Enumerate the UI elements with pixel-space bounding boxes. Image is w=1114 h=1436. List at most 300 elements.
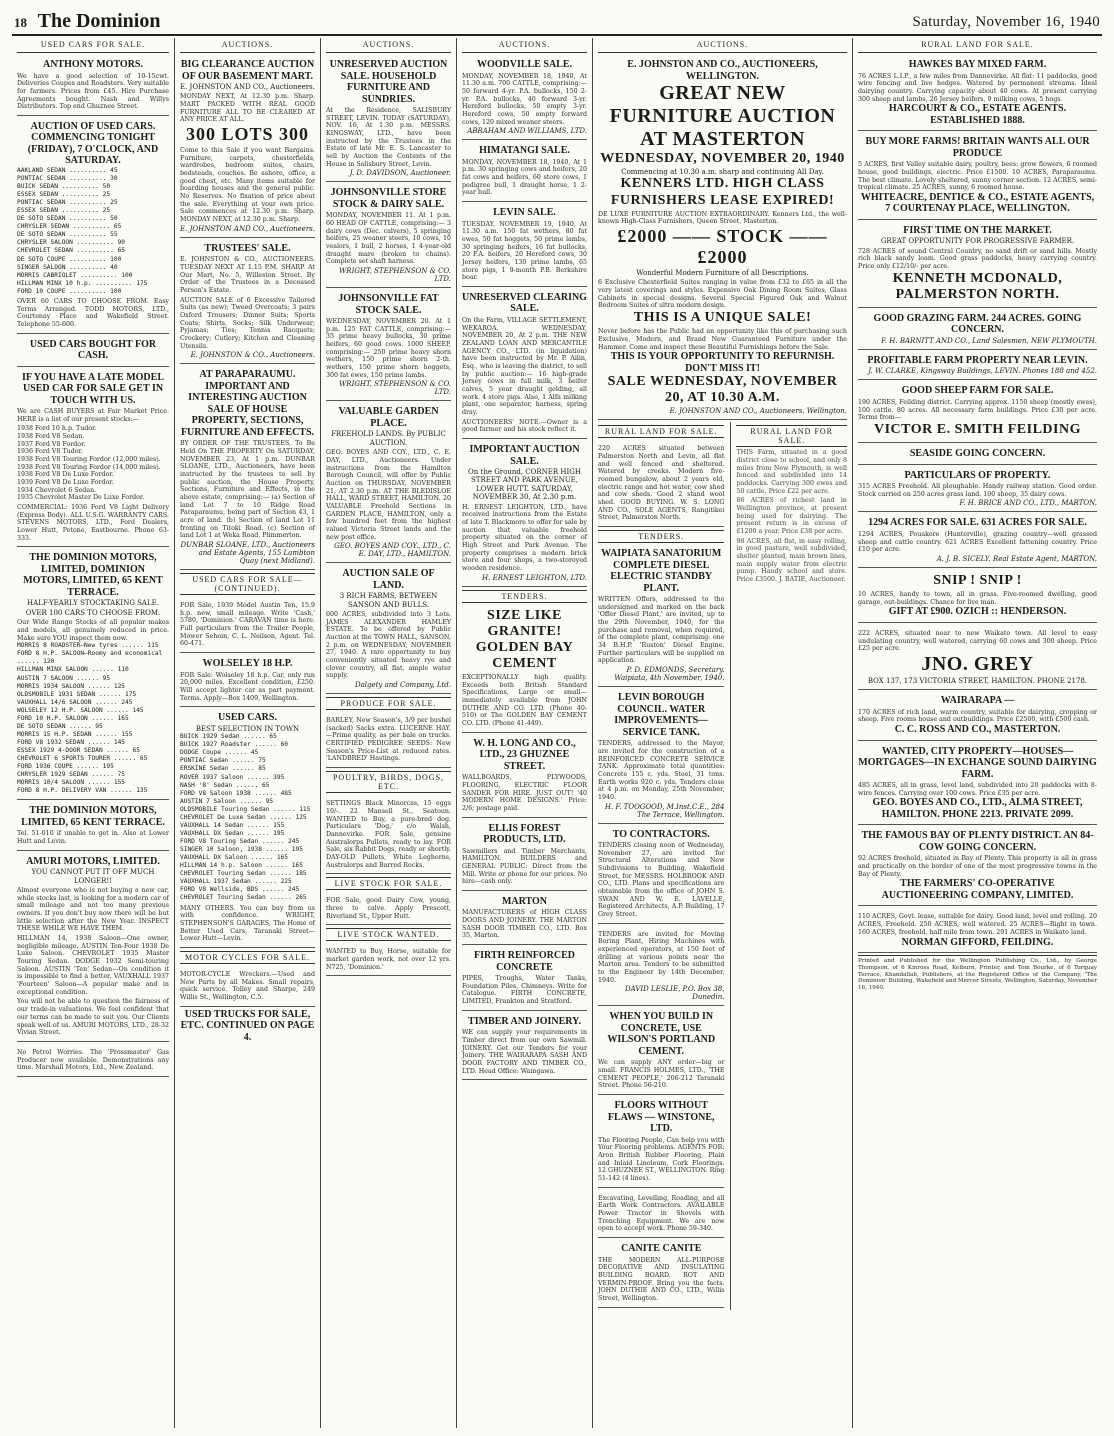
ad-body: The Flooring People, Can help you with Your Flooring problems. AGENTS FOR: Aron British Rubber Flooring, Plain and Inlaid Linoleum, Cork Floorings. 12 GHUZNEE ST., WELLINGTON. Ring 51-142 (4 lines). <box>598 1136 725 1182</box>
left-subcolumn <box>598 422 724 1309</box>
ad-title: TRUSTEES' SALE. <box>204 242 291 254</box>
ad-title: LEVIN BOROUGH COUNCIL. WATER IMPROVEMENTS— SERVICE TANK. <box>614 692 709 738</box>
ad-used-cars-continued <box>180 597 315 653</box>
lots-count: 300 LOTS 300 <box>185 124 310 145</box>
section-label: RURAL LAND FOR SALE. <box>598 425 724 438</box>
ad-golden-bay-cement <box>462 605 587 733</box>
ad-agent: JNO. GREY <box>921 652 1034 675</box>
ad-buy-more-farms <box>858 133 1097 220</box>
ad-title: SNIP ! SNIP ! <box>933 572 1022 588</box>
ad-title: SEASIDE GOING CONCERN. <box>909 448 1046 460</box>
listing-row: SINGER SALOON .......... 40 <box>17 263 118 271</box>
ad-title: BUY MORE FARMS! BRITAIN WANTS ALL OUR PRODUCE <box>865 136 1090 159</box>
ad-subtitle: HALF-YEARLY STOCKTAKING SALE. <box>27 599 159 608</box>
ad-footer: Dalgety and Company, Ltd. <box>354 681 451 690</box>
car-listing <box>180 733 315 902</box>
ad-body: 222 ACRES, situated near to new Waikato town. All level to easy undulating country, well watered, carrying 60 cows and 300 sheep. Price £25 per acre. <box>858 629 1097 653</box>
ad-title: MARTON <box>501 895 548 907</box>
ad-title: THE DOMINION MOTORS, LIMITED, DOMINION MOTORS, LIMITED, 65 KENT TERRACE. <box>23 552 163 598</box>
ad-body: 485 ACRES, all in grass, level land, subdivided into 20 paddocks with 8-wire fences. Carrying over 100 cows. Price £35 per acre. <box>858 782 1097 797</box>
ad-body-3: Never before has the Public had an opportunity like this of purchasing such Exclusive, Modern, and Brand New Guaranteed Furniture under the Hammer. Come and inspect these Beautiful Furnishings before the Sale. <box>598 328 847 351</box>
ad-body: WEDNESDAY, NOVEMBER 20. At 1 p.m. 125 FAT CATTLE, comprising:— 35 prime heavy bullocks, 30 prime heifers, 60 good cows. 1000 SHEEP, comprising:— 250 prime heavy shorn wethers, 150 prime shorn 2-th. wethers, 150 prime shorn hoggets, 300 fat ewes, 150 prime lambs. <box>326 318 451 379</box>
ad-trustees-sale <box>180 240 315 365</box>
ad-title: JOHNSONVILLE FAT STOCK SALE. <box>338 293 439 316</box>
ad-footer: ABRAHAM AND WILLIAMS, LTD. <box>467 127 587 136</box>
ad-contractors <box>598 826 724 924</box>
paper-name: The Dominion <box>37 10 161 32</box>
ad-footer: E. JOHNSTON AND CO., Auctioneers, Wellington. <box>669 407 847 416</box>
ad-body: 190 ACRES, Feilding district. Carrying approx. 1150 sheep (mostly ewes), 100 cattle. 80 acres. All necessary farm buildings. Price £30 per acre. Terms from— <box>858 398 1097 422</box>
ad-title: BIG CLEARANCE AUCTION OF OUR BASEMENT MART. <box>180 59 315 82</box>
listing-row: MORRIS 10/4 SALOON ...... 155 <box>17 779 126 787</box>
ad-subtitle: FREEHOLD LANDS. By PUBLIC AUCTION. <box>331 430 446 447</box>
ad-body: 1294 ACRES, Pouakere (Hunterville), grazing country—well grassed sheep and cattle country. 621 ACRES Excellent fattening country. Price £10 per acre. <box>858 530 1097 554</box>
ad-jno-grey <box>858 625 1097 690</box>
ad-title: IMPORTANT AUCTION SALE. <box>469 444 580 467</box>
listing-row: VAUXHALL 14/6 SALOON ...... 245 <box>17 698 133 706</box>
ad-live-stock-wanted <box>326 943 451 976</box>
ad-motorcycles <box>180 966 315 1007</box>
ad-body: MANUFACTURERS of HIGH CLASS DOORS AND JOINERY. THE MARTON SASH DOOR TIMBER CO., LTD. Box 35, Marton. <box>462 909 587 940</box>
listing-row: 1936 Ford V8 Tudor. <box>17 448 83 456</box>
listing-row: BUICK 1927 Roadster ...... 60 <box>180 741 289 749</box>
ad-title: IF YOU HAVE A LATE MODEL USED CAR FOR SALE GET IN TOUCH WITH US. <box>22 371 164 406</box>
column-heading: AUCTIONS. <box>326 38 451 53</box>
column-heading: AUCTIONS. <box>180 38 315 53</box>
listing-row: HILLMAN 14 h.p. Saloon ...... 165 <box>180 862 303 870</box>
ad-seaside <box>858 445 1097 465</box>
ad-body: On the Farm, VILLAGE SETTLEMENT, WEKAROA. WEDNESDAY, NOVEMBER 20, At 2 p.m. THE NEW ZEALAND LOAN AND MERCANTILE AGENCY CO., LTD. (in liquidation) have been instructed by Mr. P. Ailin, Esq., who is leaving the district, to sell by public auction:— 16 high-grade Jersey cows in full milk, 3 heifer calves, 5 year draught gelding, all work. 4 store pigs. Also, 1 Alfa milking plant, one separator, harness, spring dray. <box>462 316 587 416</box>
ad-body: MONDAY, NOVEMBER 18, 1940, At 11.30 a.m. 700 CATTLE, comprising:— 50 forward 4-yr. P.A. bullocks, 150 2-yr. P.A. bullocks, 40 forward 3-yr. Hereford bullocks, 50 empty 3-yr. Hereford cows, 50 empty forward cows, 120 mixed weaner steers. <box>462 72 587 126</box>
listing-row: 1939 Ford V8 De Luxe Fordor. <box>17 479 114 487</box>
ad-title: HAWKES BAY MIXED FARM. <box>908 59 1047 70</box>
ad-title: ANTHONY MOTORS. <box>42 59 143 70</box>
listing-row: MORRIS 1934 SALOON ...... 125 <box>17 682 126 690</box>
car-list <box>17 425 169 502</box>
ad-footer: J. D. DAVIDSON, Auctioneer. <box>349 169 451 178</box>
listing-row: VAUXHALL 14 Sedan ...... 155 <box>180 821 285 829</box>
ad-ellis-forest <box>462 820 587 891</box>
listing-row: CHEVROLET Touring Sedan ...... 185 <box>180 870 307 878</box>
listing-row: ESSEX SEDAN .......... 25 <box>17 191 111 199</box>
ad-woodville <box>462 56 587 140</box>
ad-body: H. ERNEST LEIGHTON, LTD., have received instructions from the Estate of late T. Blackmore to offer for sale by auction that valuable freehold property situated on the corner of High Street and Park Avenue. The property comprises a modern brick store and four shops, a two-storeyed wooden residence. <box>462 503 587 572</box>
column-heading: USED CARS FOR SALE. <box>17 38 169 53</box>
ad-subtitle: BEST SELECTION IN TOWN <box>195 724 300 733</box>
column-2 <box>174 38 320 1428</box>
listing-row: PONTIAC Sedan ...... 75 <box>180 757 266 765</box>
ad-clearing-sale <box>462 289 587 439</box>
ad-body: E. JOHNSTON & CO., AUCTIONEERS. TUESDAY NEXT AT 1.15 P.M. SHARP. At Our Mart, No. 5, Willeston Street. By Order of the Trustees in a Deceased Person's Estate. <box>180 256 315 294</box>
columns <box>12 38 1102 1428</box>
ad-hawkes-bay <box>858 56 1097 131</box>
ad-title: WOLSELEY 18 H.P. <box>202 658 293 670</box>
section-label: LIVE STOCK FOR SALE. <box>326 877 451 890</box>
ad-title: THE FAMOUS BAY OF PLENTY DISTRICT. AN 84-COW GOING CONCERN. <box>861 830 1094 853</box>
stock-subtitle: Wonderful Modern Furniture of all Descriptions. <box>636 269 809 278</box>
ad-body: THIS Farm, situated in a good district close to school, and only 8 miles from New Plymouth, is well fenced and subdivided into 14 paddocks. Carrying 300 ewes and 50 cattle. Price £22 per acre. <box>736 449 847 495</box>
ad-title: AMURI MOTORS, LIMITED. <box>26 855 160 867</box>
ad-title: AT PARAPARAUMU. IMPORTANT AND INTERESTING AUCTION SALE OF HOUSE PROPERTY, SECTIONS, FURNITURE AND EFFECTS. <box>180 369 315 438</box>
masthead <box>12 8 1102 36</box>
listing-row: NASH '8' Sedan ...... 65 <box>180 781 270 789</box>
ad-title: FLOORS WITHOUT FLAWS — WINSTONE, LTD. <box>607 1100 715 1135</box>
ad-body: DE LUXE FURNITURE AUCTION EXTRAORDINARY. Kenners Ltd., the well-known High-Class Furnishers, Queen Street, Masterton. <box>598 210 847 226</box>
ad-footer: A. J. B. SICELY, Real Estate Agent, MARTON. <box>936 554 1097 563</box>
ad-1294-acres <box>858 514 1097 568</box>
ad-body: 86 ACRES of richest land in Wellington province, at present being used for dairying. The present return is in excess of £1200 a year. Price £38 per acre. <box>736 497 847 536</box>
ad-title: FIRTH REINFORCED CONCRETE <box>473 950 576 973</box>
masthead-left <box>14 10 160 33</box>
newspaper-page <box>12 8 1102 1428</box>
ad-body: GEO. BOYES AND COY., LTD., C. E. DAY, LTD., Auctioneers. Under instructions from the Hamilton Borough Council, will offer by Public Auction on THURSDAY, NOVEMBER 21, AT 2.30 p.m. AT THE BLEDISLOE HALL, WARD STREET, HAMILTON. 20 VALUABLE Freehold Sections in GARDEN PLACE, HAMILTON, only a few hundred feet from the highest valued Victoria Street lands and the new post office. <box>326 449 451 541</box>
listing-row: 1938 Ford V8 Touring Fordor (14,000 miles). <box>17 463 161 471</box>
ad-subtitle: GREAT OPPORTUNITY FOR PROGRESSIVE FARMER. <box>880 237 1075 246</box>
ad-body: 220 ACRES situated between Palmerston North and Levin, all flat and well fenced and sheltered. Watered by creeks. Modern five-roomed bungalow, about 2 years old, electric range and hot water, cow shed and cow sheds. Good 2 stand wool shed. GOOD BUYING. W. S. LONG AND CO., SOLE AGENTS, Rangitikei Street, Palmerston North. <box>598 445 725 522</box>
ad-body: WRITTEN Offers, addressed to the undersigned and marked on the back 'Offer Diesel Plant,' are invited, up to the 29th November, 1940, for the purchase and removal, when required, of the complete plant, comprising: one 34 B.H.P. 'Ruston' Diesel Engine. Further particulars will be supplied on application. <box>598 596 725 665</box>
column-5 <box>592 38 852 1428</box>
ad-title: USED CARS. <box>218 712 277 724</box>
listing-row: 1938 Ford 10 h.p. Tudor. <box>17 425 97 433</box>
ad-city-property <box>858 743 1097 826</box>
listing-row: 1934 Chevrolet 6 Sedan. <box>17 486 97 494</box>
ad-kenners: KENNERS LTD. HIGH CLASS FURNISHERS LEASE EXPIRED! <box>610 176 835 208</box>
ad-body: PIPES, Troughs, Water Tanks, Foundation Piles, Chimneys. Write for Catalogue. FIRTH CONCRETE, LIMITED, Frankton and Stratford. <box>462 975 587 1006</box>
listing-row: CHEVROLET De Luxe Sedan ...... 125 <box>180 813 307 821</box>
ad-address: BOX 137, 173 VICTORIA STREET, HAMILTON. PHONE 2178. <box>867 676 1088 685</box>
ad-body: THE MODERN ALL-PURPOSE DECORATIVE AND INSULATING BUILDING BOARD. ROT AND VERMIN-PROOF. Bring you the facts. JOHN DUTHIE AND CO., LTD., Willis Street, Wellington. <box>598 1256 725 1302</box>
ad-body: FOR Sale, good Dairy Cow, young, three to calve. Apply Prescott, Riverland St., Upper Hutt. <box>326 897 451 920</box>
ad-footer: AUCTIONEERS' NOTE.—Owner is a good farmer and his stock reflect it. <box>462 418 587 434</box>
listing-row: FORD 10 H.P. SALOON ...... 165 <box>17 714 129 722</box>
ad-body: FOR Sale: Wolseley 18 h.p. Car, only run 20,000 miles. Excellent condition, £250. Will accept lighter car as part payment. Terms. Apply—Box 1409, Wellington. <box>180 671 315 702</box>
listing-row: CHEVROLET 6 SPORTS TOURER ...... 65 <box>17 755 148 763</box>
ad-title: PROFITABLE FARM PROPERTY NEAR LEVIN. <box>867 354 1088 366</box>
ad-body: EXCEPTIONALLY high quality. Exceeds both British Standard Specifications, Large or small—immediately available from JOHN DUTHIE AND CO. LTD. (Phone 40-510) or The GOLDEN BAY CEMENT CO. LTD. (Phone 41-449). <box>462 674 587 728</box>
ad-title: UNRESERVED CLEARING SALE. <box>462 291 587 315</box>
ad-title: SIZE LIKE GRANITE! GOLDEN BAY CEMENT <box>475 607 574 671</box>
ad-footer: OVER 60 CARS TO CHOOSE FROM. Easy Terms Arranged. TODD MOTORS, LTD., Courtenay Place and Wakefield Street. Telephone 55-600. <box>17 297 169 328</box>
issue-date: Saturday, November 16, 1940 <box>912 14 1100 30</box>
ad-title: 1294 ACRES FOR SALE. 631 ACRES FOR SALE. <box>868 517 1087 529</box>
ad-good-sheep-farm <box>858 382 1097 443</box>
ad-footer: VICTOR E. SMITH FEILDING <box>873 421 1081 437</box>
section-label: TENDERS. <box>462 590 587 603</box>
ad-footer: F. H. BARNITT AND CO., Land Salesmen, NEW PLYMOUTH. <box>881 336 1097 345</box>
ad-footer: DUNBAR SLOANE, LTD., Auctioneers and Estate Agents, 155 Lambton Quay (next Midland). <box>180 541 315 566</box>
ad-title: LEVIN SALE. <box>493 207 556 219</box>
ad-amuri-motors <box>17 853 169 1042</box>
ad-footer: HARCOURT & CO., ESTATE AGENTS. ESTABLISHED 1888. <box>888 103 1067 126</box>
ad-boring-plant <box>598 926 724 1007</box>
ad-body: We have a good selection of 10-15cwt. Deliveries Coupes and Roadsters. Very suitable for farmers. Prices from £45. Hire Purchase Agreements bought. Nash and Willys Distributors. Top end Ghuznee Street. <box>17 72 169 111</box>
ad-gas-producer <box>17 1044 169 1077</box>
ad-anthony-motors <box>17 56 169 116</box>
ad-johnsonville-store <box>326 184 451 288</box>
ad-title: USED CARS BOUGHT FOR CASH. <box>29 338 157 362</box>
ad-timber-joinery <box>462 1013 587 1081</box>
ad-body: No Petrol Worries. The 'Prossmaster' Gas Producer now available. Demonstrations any time. Marshall Motors, Ltd., New Zealand. <box>17 1048 169 1072</box>
column-3 <box>320 38 456 1428</box>
column-heading: RURAL LAND FOR SALE. <box>858 38 1097 53</box>
ad-body: 728 ACRES of sound Central Country, no sand drift or sand hills. Mostly rich black sandy loam. Good grass paddocks, heavy carrying country. Price only £12/10/- per acre. <box>858 247 1097 271</box>
ad-footer: E. JOHNSTON & CO., Auctioneers. <box>190 351 315 360</box>
ad-title: JOHNSONVILLE STORE STOCK & DAIRY SALE. <box>330 187 447 210</box>
ad-sale-date: SALE WEDNESDAY, NOVEMBER 20, AT 10.30 A.M. <box>607 374 838 406</box>
column-heading: AUCTIONS. <box>462 38 587 53</box>
ad-norman-gifford <box>858 908 1097 953</box>
ad-title: TO CONTRACTORS. <box>612 828 710 840</box>
listing-row: SINGER 10 Saloon, 1938 ...... 195 <box>180 846 303 854</box>
ad-body: 10 ACRES, handy to town, all in grass. Five-roomed dwelling, good garage, out-buildings. Chance for live man. <box>858 591 1097 606</box>
ad-title: WHEN YOU BUILD IN CONCRETE, USE WILSON'S PORTLAND CEMENT. <box>607 1011 716 1057</box>
listing-row: OLDSMOBILE 1931 SEDAN ...... 175 <box>17 690 137 698</box>
ad-footer: NORMAN GIFFORD, FEILDING. <box>901 936 1054 948</box>
ad-levin-borough <box>598 689 724 823</box>
ad-snip <box>858 570 1097 623</box>
car-listing <box>17 167 169 296</box>
continued-note: USED TRUCKS FOR SALE, ETC. CONTINUED ON PAGE 4. <box>180 1008 315 1043</box>
ad-body: 5 ACRES, first Valley suitable dairy, poultry, bees: grow flowers, 6 roomed house, good buildings, electric. Price £1500. 10 ACRES, Paraparaumu. The best climate. Lovely sheltered, sunny corner section. 12 ACRES, semi-tropical climate. 25 ACRES, sunny, 6 roomed house. <box>858 161 1097 192</box>
section-label: LIVE STOCK WANTED. <box>326 928 451 941</box>
ad-unique: THIS IS A UNIQUE SALE! <box>633 310 812 326</box>
listing-row: CHRYSLER SEDAN .......... 65 <box>17 223 122 231</box>
listing-row: 1938 Ford V8 Sedan. <box>17 433 85 441</box>
ad-title: VALUABLE GARDEN PLACE. <box>338 406 439 429</box>
section-label: POULTRY, BIRDS, DOGS, ETC. <box>326 771 451 793</box>
ad-footer: WHITEACRE, DENTICE & CO., ESTATE AGENTS, 7 COURTENAY PLACE, WELLINGTON. <box>860 191 1095 215</box>
ad-profitable-farm <box>858 352 1097 381</box>
ad-list: HILLMAN 14, 1938 Saloon—One owner, negligible mileage. AUSTIN Ten-Four 1938 De Luxe Saloon. CHEVROLET 1935 Master Touring Sedan. DODGE 1932 Semi-touring Saloon. AUSTIN 'Ten' Sedan—On condition it is impossible to find a better. VAUXHALL 1937 'Fourteen' Saloon—A popular make and in exceptional condition. <box>17 935 169 996</box>
ad-footer: COMMERCIAL: 1936 Ford V8 Light Delivery (Express Body). ALL U.S.G. WARRANTY CARS. STEVENS MOTORS, LTD., Ford Dealers, Lower Hutt, Petone, Eastbourne. Phone 63-333. <box>17 504 169 542</box>
ad-body: 315 ACRES Freehold. All ploughable. Handy railway station. Good order. Stock carried on 250 acres grass land. 100 sheep, 35 dairy cows. <box>858 483 1097 498</box>
ad-footer: THE FARMERS' CO-OPERATIVE AUCTIONEERING COMPANY, LIMITED. <box>881 878 1074 901</box>
listing-row: CHEVROLET Touring Sedan ...... 265 <box>180 894 307 902</box>
ad-subtitle: E. JOHNSTON AND CO., Auctioneers. <box>180 83 315 91</box>
ad-clearance-auction <box>180 56 315 238</box>
ad-footer: WRIGHT, STEPHENSON & CO. LTD. <box>339 380 451 397</box>
listing-row: PONTIAC SEDAN .......... 25 <box>17 199 118 207</box>
ad-title: UNRESERVED AUCTION SALE. HOUSEHOLD FURNITURE AND SUNDRIES. <box>329 59 448 105</box>
ad-refurnish: THIS IS YOUR OPPORTUNITY TO REFURNISH. DON'T MISS IT! <box>610 351 835 374</box>
ad-body: WANTED to Buy, Horse, suitable for market garden work, not over 12 yrs. N725, 'Dominion.' <box>326 948 451 971</box>
ad-footer: DAVID LESLIE, P.O. Box 38, Dunedin. <box>625 985 725 1002</box>
ad-footer: You will not be able to question the fairness of our trade-in valuations. We feel confident that our terms can be made to suit you. Our Clients speak well of us. AMURI MOTORS, LTD., 28-32 Vivian Street. <box>17 998 169 1037</box>
ad-footer: H. ERNEST LEIGHTON, LTD. <box>482 573 587 582</box>
listing-row: DE SOTO SEDAN .......... 55 <box>17 231 118 239</box>
ad-excavating <box>598 1190 724 1238</box>
ad-footer: MANY OTHERS. You can buy from us with confidence. WRIGHT, STEPHENSON'S GARAGES, The Home of Better Used Cars, Taranaki Street—Lower Hutt—Levin. <box>180 904 315 943</box>
listing-row: 1935 Chevrolet Master De Luxe Fordor. <box>17 494 145 502</box>
ad-land-sale <box>326 565 451 694</box>
ad-title: WAIPIATA SANATORIUM COMPLETE DIESEL ELECTRIC STANDBY PLANT. <box>601 548 722 594</box>
listing-row: OLDSMOBILE Touring Sedan ...... 115 <box>180 805 311 813</box>
column-1 <box>12 38 174 1428</box>
ad-wairarapa <box>858 692 1097 740</box>
ad-johnsonville-fat-stock <box>326 290 451 401</box>
ad-dominion-motors <box>17 549 169 800</box>
stock-value: £2000 —— STOCK —— £2000 <box>617 226 828 268</box>
listing-row: DE SOTO COUPE .......... 100 <box>17 255 122 263</box>
ad-body: WALLBOARDS, PLYWOODS, FLOORING, ELECTRIC FLOOR SANDER FOR HIRE. JUST OUT! '40 MODERN HOME DESIGNS.' Price: 2/6; postage paid. <box>462 774 587 812</box>
ad-body: 92 ACRES freehold, situated in Bay of Plenty. This property is all in grass and practically on the border of one of the most progressive towns in the Bay of Plenty. <box>858 855 1097 878</box>
ad-body: 170 ACRES of rich land, warm country, suitable for dairying, cropping or sheep. Five rooms house and outbuildings. Price £2500, with £500 cash. <box>858 708 1097 724</box>
ad-canite <box>598 1240 724 1308</box>
listing-row: DE SOTO SEDAN ...... 95 <box>17 722 103 730</box>
ad-date: WEDNESDAY, NOVEMBER 20, 1940 <box>600 151 845 166</box>
ad-title: W. H. LONG AND CO., LTD., 23 GHUZNEE STREET. <box>473 737 576 772</box>
ad-body: 76 ACRES L.I.P., a few miles from Dannevirke. All flat: 11 paddocks, good wire fencing and live hedges. Watered by permanent streams. Ideal dairying country. Carrying capacity about 40 cows. At present carrying 300 sheep and lambs, 26 Jersey heifers, 9 milking cows, 5 hogs. <box>858 72 1097 103</box>
ad-body: At the Residence, SALISBURY STREET, LEVIN. TODAY (SATURDAY), NOV. 16, At 1.30 p.m. MESSRS. KINGSWAY, LTD., have been instructed by the Trustees in the Estate of late Mr. E. S. Lancaster to sell by Auction the Contents of the House in Salisbury Street, Levin. <box>326 107 451 168</box>
listing-row: BUICK SEDAN .......... 50 <box>17 182 111 190</box>
listing-row: CHEVROLET SEDAN .......... 65 <box>17 247 126 255</box>
section-label: PRODUCE FOR SALE. <box>326 697 451 710</box>
ad-produce <box>326 712 451 768</box>
listing-row: AUSTIN 7 SALOON ...... 95 <box>17 674 111 682</box>
ad-body: TUESDAY, NOVEMBER 19, 1940, At 11.30 a.m. 150 fat wethers, 80 fat ewes, 50 fat hoggets, 50 prime lambs, 30 springing heifers, 16 fat bullocks, 20 F.A. heifers, 20 Hereford cows, 30 Jersey heifers, 130 prime lambs, 65 store pigs, 1 9-month P.B. Berkshire boar. <box>462 220 587 282</box>
ad-title: E. JOHNSTON AND CO., AUCTIONEERS, WELLINGTON. <box>627 59 818 82</box>
ad-body: We are CASH BUYERS at Fair Market Price. HERE is a list of our present stocks:— <box>17 408 169 423</box>
column-6 <box>852 38 1102 1428</box>
ad-footer: H. F. TOOGOOD, M.Inst.C.E., 284 The Terrace, Wellington. <box>604 802 725 819</box>
ad-levin-furniture <box>326 56 451 182</box>
ad-title: THE DOMINION MOTORS, LIMITED, 65 KENT TERRACE. <box>21 805 165 828</box>
ad-cash-buyers <box>17 336 169 367</box>
listing-row: FORD 8 H.P. DELIVERY VAN ...... 135 <box>17 787 148 795</box>
ad-live-stock <box>326 892 451 925</box>
listing-row: DODGE Coupe ...... 45 <box>180 749 259 757</box>
ad-dominion-motors-2 <box>17 802 169 850</box>
listing-row: ESSEX 1929 4-DOOR SEDAN ...... 65 <box>17 747 140 755</box>
listing-row: AUSTIN 7 Saloon ...... 95 <box>180 797 274 805</box>
ad-title: AUCTION SALE OF LAND. <box>342 568 435 591</box>
ad-footer: GEO. BOYES AND CO., LTD., ALMA STREET, HAMILTON. PHONE 2213. PRIVATE 2099. <box>872 797 1083 820</box>
ad-subtitle: YOU CANNOT PUT IT OFF MUCH LONGER!! <box>31 868 155 885</box>
section-label: USED CARS FOR SALE—(CONTINUED). <box>180 573 315 595</box>
ad-waipiata <box>598 545 724 687</box>
ad-title: CANITE CANITE <box>621 1243 702 1255</box>
right-subcolumn <box>730 422 847 1309</box>
ad-title: WANTED, CITY PROPERTY—HOUSES—MORTGAGES—IN EXCHANGE SOUND DAIRYING FARM. <box>858 745 1097 780</box>
listing-row: CHRYSLER SALOON .......... 90 <box>17 239 126 247</box>
section-label: TENDERS. <box>598 530 724 543</box>
listing-row: MORRIS 8 ROADSTER—New tyres ...... 115 <box>17 642 159 650</box>
listing-row: VAUXHALL DX Sedan ...... 195 <box>180 829 285 837</box>
ad-wh-long <box>462 735 587 818</box>
ad-ws-long <box>598 440 724 527</box>
listing-row: ERSKINE Sedan ...... 85 <box>180 765 266 773</box>
imprint: Printed and Published for the Wellington Publishing Co., Ltd., by George Thompson, of 6 Kinross Road, Kelburn, Printer, and Tom Bourke, of 6 Torquay Terrace, Khandallah, Publishers, at the Registered Office of the Company, 'The Dominion' Building, Wakefield and Mercer Streets, Wellington, Saturday, November 16, 1940. <box>858 955 1097 992</box>
ad-body: TENDERS, addressed to the Mayor, are invited for the construction of a REINFORCED CONCRETE SERVICE TANK. Approximate total quantities: Concrete 155 c. yds. Steel, 31 tons. Earth works 920 c. yds. Tenders close at 4 p.m. on Monday, 25th November, 1940. <box>598 740 725 801</box>
listing-row: PONTIAC SEDAN .......... 30 <box>17 174 118 182</box>
ad-footer: E. JOHNSTON AND CO., Auctioneers. <box>180 224 315 233</box>
ad-masterton-furniture <box>598 56 847 420</box>
listing-row: HILLMAN MINX 10 h.p. .......... 175 <box>17 279 148 287</box>
ad-body: MONDAY, NOVEMBER 18, 1940, At 1 p.m. 30 springing cows and heifers, 20 fat cows and heifers, 60 store cows, 1 pedigree bull, 1 draught horse, 1 2-year bull. <box>462 158 587 197</box>
listing-row: FORD 1936 COUPE ...... 195 <box>17 763 114 771</box>
ad-property-particulars <box>858 467 1097 513</box>
listing-row: FORD 10 COUPE .......... 100 <box>17 287 122 295</box>
listing-row: FORD V8 1932 SEDAN ...... 145 <box>17 739 126 747</box>
ad-title: ELLIS FOREST PRODUCTS, LTD. <box>483 822 566 846</box>
listing-row: VAUXHALL 1937 Sedan ...... 225 <box>180 878 292 886</box>
listing-row: WOLSELEY 12 H.P. SALOON ...... 145 <box>17 706 144 714</box>
ad-title: GOOD SHEEP FARM FOR SALE. <box>901 385 1054 397</box>
ad-title: GOOD GRAZING FARM. 244 ACRES. GOING CONCERN. <box>873 312 1082 336</box>
ad-wright-stephenson-cars <box>180 709 315 948</box>
listing-row: DE SOTO SEDAN .......... 50 <box>17 215 118 223</box>
ad-footer: F. H. BRICE AND CO., LTD., MARTON. <box>959 499 1097 508</box>
ad-title: WOODVILLE SALE. <box>476 59 573 70</box>
listing-row: FORD 8 H.P. SALOON—Roomy and economical ...... 120 <box>17 650 163 666</box>
ad-footer: WRIGHT, STEPHENSON & CO. LTD. <box>339 267 451 284</box>
ad-headline: GREAT NEW FURNITURE AUCTION AT MASTERTON <box>609 82 836 150</box>
ad-bay-of-plenty <box>858 827 1097 906</box>
listing-row: HILLMAN MINX SALOON ...... 110 <box>17 666 129 674</box>
page-number: 18 <box>14 15 27 30</box>
section-label: MOTOR CYCLES FOR SALE. <box>180 951 315 964</box>
ad-title: TIMBER AND JOINERY. <box>468 1015 581 1027</box>
ad-footer: GEO. BOYES AND COY., LTD., C. E. DAY, LTD., HAMILTON. <box>334 542 451 559</box>
ad-body-2: Come to this Sale if you want Bargains. Furniture, carpets, chesterfields, wardrobes, bedroom suites, chairs, bedsteads, couches. Be ashore, office, a good chest, etc. Many items suitable for boarding houses and the general public. No Reserves. No fixation of price about the sale. Everything at your own price. Sale commences at 12.30 p.m. Sharp. MONDAY NEXT, at 12.30 p.m. Sharp. <box>180 147 315 224</box>
listing-row: FORD V8 Saloon 1938 ...... 485 <box>180 789 292 797</box>
car-listing <box>17 642 169 795</box>
ad-body: 110 ACRES, Govt. lease, suitable for dairy. Good land, level and rolling. 20 ACRES, Freehold. 250 ACRES, well watered. 25 ACRES—Right in town. 160 ACRES, freehold, half mile from town. 291 ACRES in Waikato land. <box>858 913 1097 936</box>
ad-todd-motors <box>17 118 169 334</box>
ad-footer: GIFT AT £900. OZICH :: HENDERSON. <box>888 606 1067 618</box>
ad-levin-sale <box>462 204 587 287</box>
ad-body: SETTINGS Black Minorcas, 15 eggs 10/-. 22 Mansell St., Seatoun. WANTED to Buy, a pure-bred dog. Particulars 'Dog,' c/o Walsh, Dannevirke. FOR Sale, genuine Australorps Pullets, ready to lay. FOR Sale, six Rabbit Dogs, ready or shortly. DAY-OLD Pullets, White Leghorns, Australorps and Barred Rocks. <box>326 800 451 869</box>
ad-body: 98 ACRES, all flat, in easy rolling, in good pasture, well subdivided, shelter planted, main brown lines, main supply water from electric pump. Handy school and store. Price £3500. J. BATIE, Auctioneer. <box>736 537 847 584</box>
ad-subtitle: 3 RICH FARMS, BETWEEN SANSON AND BULLS. <box>339 592 438 609</box>
ad-body: WE can supply your requirements in Timber direct from our own Sawmill. JOINERY. Get our Tenders for your Joinery. THE WAIRARAPA SASH AND DOOR FACTORY AND TIMBER CO., LTD. Head Office: Waingawa. <box>462 1029 587 1075</box>
ad-garden-place <box>326 403 451 563</box>
ad-body: BY ORDER OF THE TRUSTEES, To Be Held On THE PROPERTY On SATURDAY, NOVEMBER 23, At 1 p.m. DUNBAR SLOANE, LTD., Auctioneers, have been instructed by the trustees to sell by public auction, the House Property, Sections, Furniture and Effects, in the above estate, comprising:— (a) Section of land Lot 7 to 10 Ridge Road Paraparaumu, being part of Section 43, 1 acre of land. (b) Section of land Lot 11 fronting on Titoki Road. (c) Section of land Lot 1 at Weka Road, Plimmerton. <box>180 440 315 540</box>
ad-body-2: AUCTION SALE of 6 Excessive Tailored Suits (as new); Tweed Overcoats; 3 pairs Oxford Trousers; Dinner Suits; Sports Coats; Shirts, Socks; Silk Underwear; Pyjamas; Ties; Tennis Racquets; Crockery; Cutlery; Kitchen and Cleaning Utensils. <box>180 296 315 350</box>
listing-row: CHRYSLER 1929 SEDAN ...... 75 <box>17 771 126 779</box>
ad-body: TENDERS are invited for Moving Boring Plant, Hiring Machines with experienced operators, at 150 feet of drilling at various points near the Marton area. Tenders to be submitted to the Engineer by 14th December, 1940. <box>598 930 725 984</box>
ad-body: FOR Sale, 1939 Model Austin Ten, 15.9 h.p. new, small mileage. Write 'Cash,' 5780, 'Dominion.' CARAVAN time is here. Full particulars from the Trailer People, Mower Sehoin, C. L. Neilson, Agent. Tel. 60-471. <box>180 602 315 648</box>
ad-body: Sawmillers and Timber Merchants, HAMILTON. BUILDERS and GENERAL PUBLIC: Direct from the Mill. Write or phone for our prices. No hire—cash only. <box>462 847 587 886</box>
ad-poultry <box>326 795 451 874</box>
listing-row: VAUXHALL DX Saloon ...... 165 <box>180 854 289 862</box>
ad-lower-hutt <box>462 441 587 587</box>
ad-marton <box>462 893 587 945</box>
listing-row: MORRIS 15 H.P. SEDAN ...... 155 <box>17 730 133 738</box>
ad-body: Our Wide Range Stocks of all popular makes and models, all genuinely reduced in price. Make sure YOU inspect them now. <box>17 619 169 642</box>
listing-row: FORD V8 Wellside, BDS ...... 245 <box>180 886 300 894</box>
ad-subtitle: Commencing at 10.30 a.m. sharp and continuing All Day. <box>621 168 824 177</box>
ad-title: FIRST TIME ON THE MARKET. <box>903 224 1052 236</box>
ad-body: Almost everyone who is not buying a new car, while stocks last, is looking for a modern car of small mileage and not too many previous owners. If you don't buy now there will be but little selection after the New Year. INSPECT THESE WHILE WE HAVE THEM. <box>17 887 169 933</box>
ad-winstone <box>598 1097 724 1188</box>
ad-body: MOTOR-CYCLE Wreckers.—Used and New Parts by all Makes. Small repairs, quick service. Tolley and Sharpe, 249 Willis St., Wellington, C.5. <box>180 970 315 1001</box>
ad-title: PARTICULARS OF PROPERTY. <box>904 469 1051 481</box>
ad-wilsons-cement <box>598 1008 724 1095</box>
ad-wolseley <box>180 655 315 707</box>
ad-body: 600 ACRES, subdivided into 3 Lots. JAMES ALEXANDER HAMLEY ESTATE. To be offered by Public Auction at the TOWN HALL, SANSON, 2 p.m. on WEDNESDAY, NOVEMBER 27, 1940. A rare opportunity to buy conveniently situated heavy rye and clover country, all flat, ample water supply. <box>326 611 451 680</box>
listing-row: FORD V8 Touring Sedan ...... 245 <box>180 838 300 846</box>
ad-body: MONDAY NEXT, At 12.30 p.m. Sharp. MART PACKED WITH REAL GOOD FURNITURE ALL TO BE CLEARED AT ANY PRICE AT ALL. <box>180 93 315 124</box>
column-4 <box>456 38 592 1428</box>
split-row <box>598 422 847 1309</box>
listing-row: ESSEX SEDAN .......... 25 <box>17 207 111 215</box>
ad-body: MONDAY, NOVEMBER 11. At 1 p.m. 60 HEAD OF CATTLE, comprising:— 3 dairy cows (Dec. calvers), 5 springing heifers, 25 weaner steers, 10 cows, 10 vealers, 1 bull, 2 horses, 1 4-year-old draught mare (broken to chains). Complete set shaft harness. <box>326 212 451 266</box>
section-label: RURAL LAND FOR SALE. <box>736 425 847 447</box>
ad-grazing-farm <box>858 310 1097 350</box>
ad-body: TENDERS closing noon of Wednesday, November 27, are invited for Structural Alterations and New Subdivisions to Building, Wakefield Street, for MESSRS. HOLBROOK AND CO., LTD. Plans and specifications are obtainable from the office of JOHN S. SWAN AND W. E. LAVELLE, Registered Architects, A.P. Building, 17 Grey Street. <box>598 842 725 919</box>
ad-subtitle: On the Ground, CORNER HIGH STREET AND PARK AVENUE, LOWER HUTT. SATURDAY, NOVEMBER 30, At 2.30 p.m. <box>468 468 581 502</box>
